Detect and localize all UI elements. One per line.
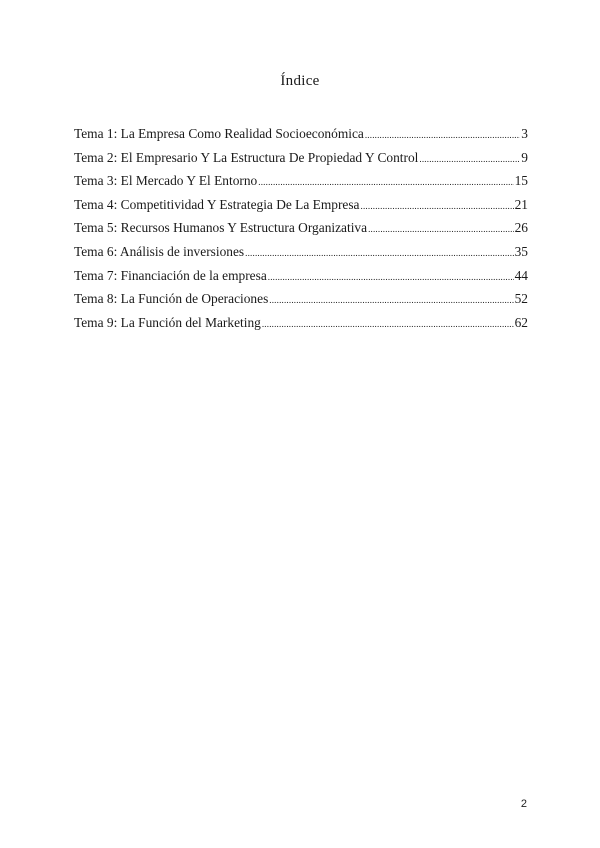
toc-entry-label: Tema 5: Recursos Humanos Y Estructura Organizativa	[74, 220, 368, 236]
dot-leader	[361, 201, 514, 211]
toc-entry-label: Tema 2: El Empresario Y La Estructura De Propiedad Y Control	[74, 149, 419, 165]
toc-entry-page: 35	[514, 243, 528, 259]
toc-entry-page: 44	[514, 267, 528, 283]
dot-leader	[268, 272, 514, 282]
toc-entry-page: 62	[514, 314, 528, 330]
dot-leader	[245, 248, 513, 258]
index-title: Índice	[280, 73, 320, 89]
toc-entry-tema-8[interactable]	[74, 291, 528, 315]
toc-entry-tema-3[interactable]	[74, 173, 528, 197]
dot-leader	[269, 295, 513, 305]
page-number: 2	[520, 798, 527, 810]
dot-leader	[365, 130, 520, 140]
toc-entry-label: Tema 1: La Empresa Como Realidad Socioeconómica	[74, 126, 364, 141]
toc-entry-label: Tema 9: La Función del Marketing	[74, 314, 261, 330]
toc-entry-tema-6[interactable]	[74, 244, 528, 268]
toc-entry-tema-5[interactable]	[74, 220, 528, 244]
toc-entry-page: 52	[514, 291, 528, 307]
dot-leader	[258, 177, 513, 187]
toc-entry-label: Tema 7: Financiación de la empresa	[74, 267, 267, 283]
table-of-contents	[74, 126, 528, 338]
toc-entry-page: 15	[514, 173, 528, 189]
dot-leader	[262, 319, 514, 329]
toc-entry-tema-1[interactable]	[74, 126, 528, 150]
toc-entry-page: 26	[514, 220, 528, 236]
toc-entry-tema-2[interactable]	[74, 150, 528, 174]
toc-entry-page: 21	[514, 196, 528, 212]
toc-entry-label: Tema 4: Competitividad Y Estrategia De La Empresa	[74, 196, 360, 212]
dot-leader	[419, 154, 520, 164]
toc-entry-page: 3	[521, 126, 528, 141]
toc-entry-tema-4[interactable]	[74, 197, 528, 221]
toc-entry-tema-9[interactable]	[74, 315, 528, 339]
dot-leader	[368, 224, 514, 234]
toc-entry-tema-7[interactable]	[74, 268, 528, 292]
toc-entry-label: Tema 3: El Mercado Y El Entorno	[74, 173, 258, 189]
toc-entry-label: Tema 6: Análisis de inversiones	[74, 243, 245, 259]
toc-entry-label: Tema 8: La Función de Operaciones	[74, 291, 269, 307]
toc-entry-page: 9	[521, 149, 528, 165]
